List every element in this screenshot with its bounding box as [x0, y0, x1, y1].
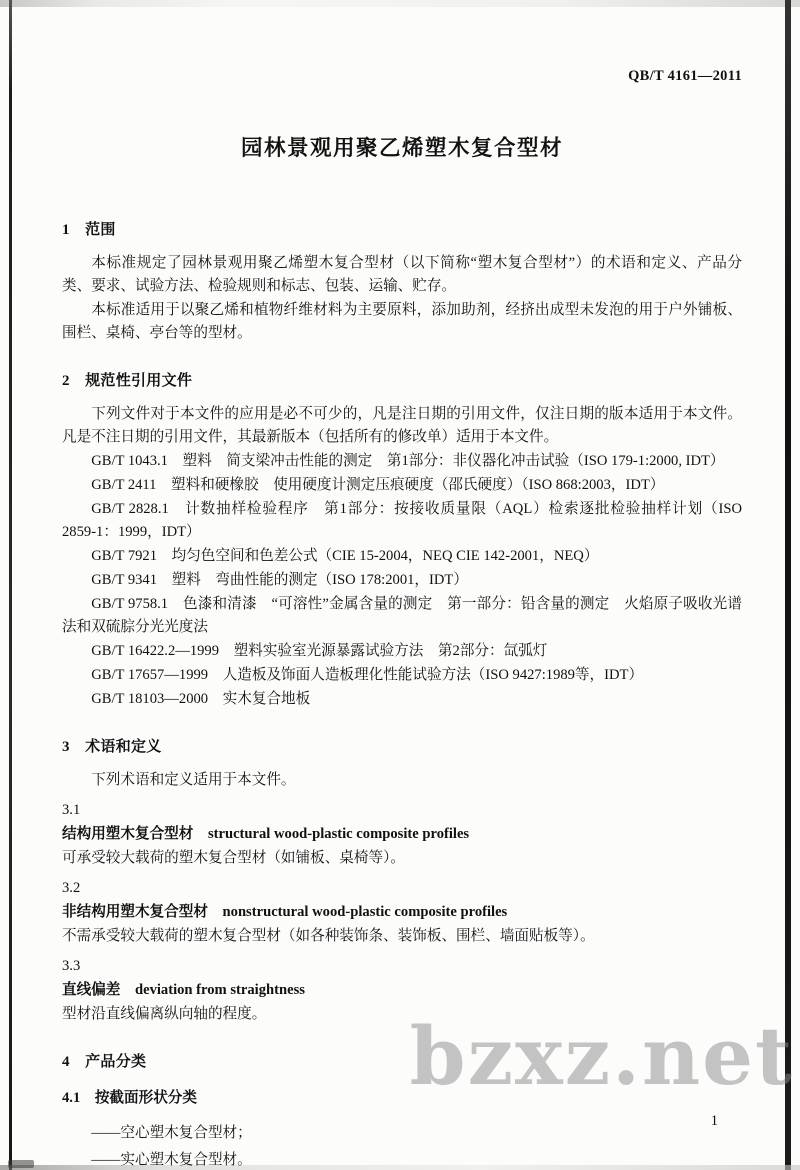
reference-item: GB/T 17657—1999 人造板及饰面人造板理化性能试验方法（ISO 9427:1989等，IDT）: [91, 667, 644, 683]
definition-text: 型材沿直线偏离纵向轴的程度。: [62, 1006, 267, 1022]
reference-item: GB/T 2828.1 计数抽样检验程序 第1部分：按接收质量限（AQL）检索逐批检验抽样计划（ISO 2859-1：1999，IDT）: [62, 501, 742, 540]
paragraph: 本标准规定了园林景观用聚乙烯塑木复合型材（以下简称“塑木复合型材”）的术语和定义、产品分类、要求、试验方法、检验规则和标志、包装、运输、贮存。: [62, 255, 742, 294]
reference-item: GB/T 9758.1 色漆和清漆 “可溶性”金属含量的测定 第一部分：铅含量的测定 火焰原子吸收光谱法和双硫腙分光光度法: [62, 596, 742, 635]
clause-number: 3.2: [62, 880, 81, 896]
reference-item: GB/T 18103—2000 实木复合地板: [91, 691, 311, 707]
paragraph: 本标准适用于以聚乙烯和植物纤维材料为主要原料，添加助剂，经挤出成型未发泡的用于户外铺板、围栏、桌椅、亭台等的型材。: [62, 302, 742, 341]
section-heading-classification: 4 产品分类: [62, 1054, 147, 1070]
section-heading-scope: 1 范围: [62, 222, 116, 238]
clause-number: 3.3: [62, 958, 81, 974]
site-watermark: bzxz.net: [409, 1009, 794, 1103]
page-number: 1: [710, 1113, 718, 1129]
paragraph: 下列文件对于本文件的应用是必不可少的，凡是注日期的引用文件，仅注日期的版本适用于本文件。凡是不注日期的引用文件，其最新版本（包括所有的修改单）适用于本文件。: [62, 406, 742, 445]
list-item: ——实心塑木复合型材。: [91, 1152, 252, 1168]
reference-item: GB/T 9341 塑料 弯曲性能的测定（ISO 178:2001，IDT）: [91, 572, 468, 588]
definition-text: 可承受较大载荷的塑木复合型材（如铺板、桌椅等）。: [62, 850, 405, 866]
reference-item: GB/T 16422.2—1999 塑料实验室光源暴露试验方法 第2部分：氙弧灯: [91, 643, 548, 659]
standard-number: QB/T 4161—2011: [628, 68, 742, 84]
paragraph: 下列术语和定义适用于本文件。: [91, 772, 296, 788]
list-item: ——空心塑木复合型材；: [91, 1125, 252, 1141]
subsection-heading: 4.1 按截面形状分类: [62, 1090, 197, 1106]
section-heading-references: 2 规范性引用文件: [62, 373, 193, 389]
term-heading: 结构用塑木复合型材 structural wood-plastic composite profiles: [62, 826, 470, 842]
document-title: 园林景观用聚乙烯塑木复合型材: [240, 136, 563, 160]
section-heading-terms: 3 术语和定义: [62, 739, 162, 755]
definition-text: 不需承受较大载荷的塑木复合型材（如各种装饰条、装饰板、围栏、墙面贴板等）。: [62, 928, 595, 944]
clause-number: 3.1: [62, 802, 81, 818]
reference-item: GB/T 2411 塑料和硬橡胶 使用硬度计测定压痕硬度（邵氏硬度）（ISO 868:2003，IDT）: [91, 477, 665, 493]
reference-item: GB/T 7921 均匀色空间和色差公式（CIE 15-2004，NEQ CIE 142-2001，NEQ）: [91, 548, 599, 564]
reference-item: GB/T 1043.1 塑料 简支梁冲击性能的测定 第1部分：非仪器化冲击试验（ISO 179-1:2000, IDT）: [91, 453, 725, 469]
term-heading: 非结构用塑木复合型材 nonstructural wood-plastic composite profiles: [62, 904, 508, 920]
term-heading: 直线偏差 deviation from straightness: [62, 982, 305, 998]
